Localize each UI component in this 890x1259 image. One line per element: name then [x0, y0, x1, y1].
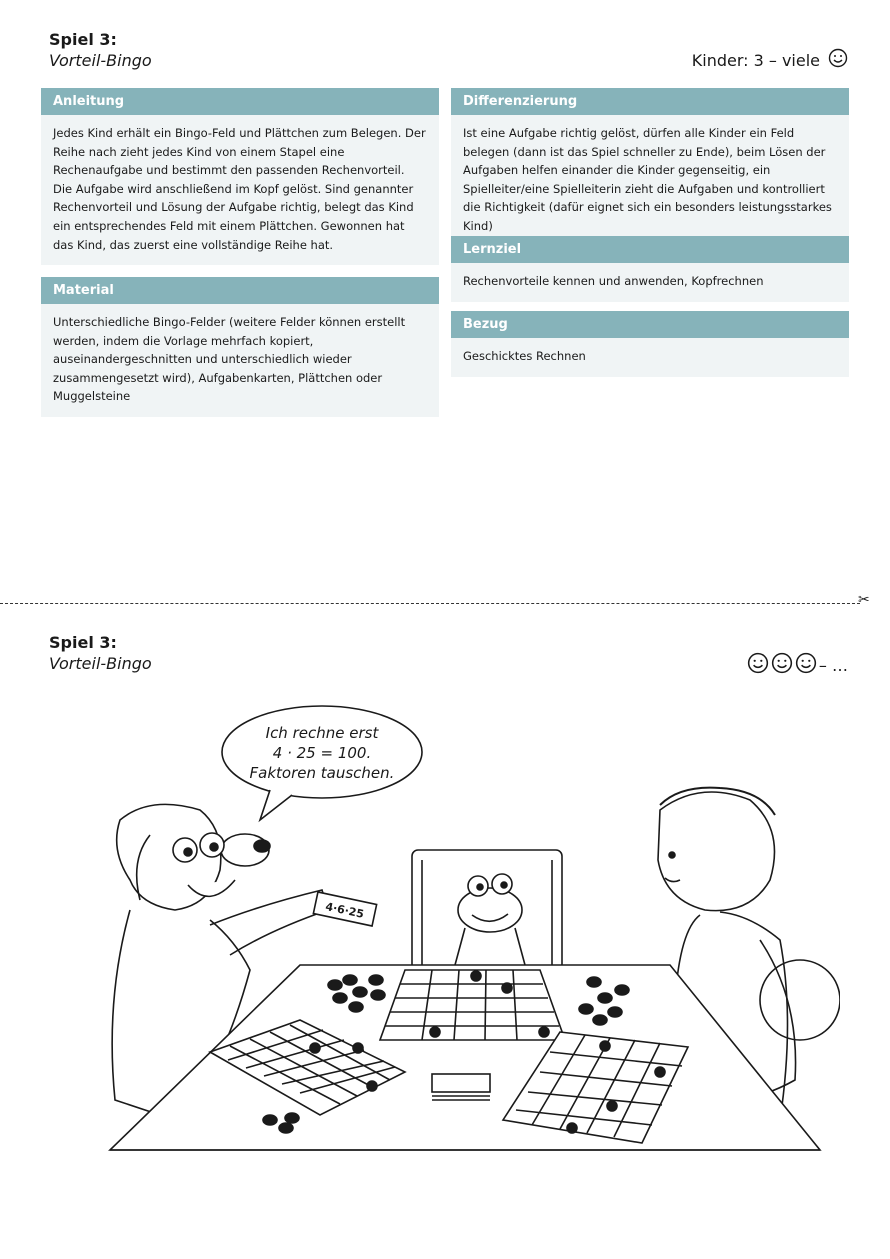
- differenzierung-heading: Differenzierung: [451, 88, 849, 115]
- bottom-title-block: [49, 633, 152, 675]
- bottom-game-name: Vorteil-Bingo: [49, 654, 152, 673]
- frog: [455, 874, 525, 965]
- smiley-icon: [747, 652, 769, 678]
- material-box: [41, 277, 439, 417]
- bingo-board-center: [380, 970, 565, 1040]
- scissors-icon: ✂: [858, 592, 870, 608]
- speech-line-3: Faktoren tauschen.: [249, 764, 395, 782]
- speech-line-2: 4 · 25 = 100.: [272, 744, 372, 762]
- differenzierung-box: [451, 88, 849, 247]
- game-number: Spiel 3:: [49, 30, 117, 49]
- bingo-scene-illustration: [60, 700, 840, 1180]
- anleitung-box: [41, 88, 439, 265]
- bezug-heading: Bezug: [451, 311, 849, 338]
- top-title-block: [49, 30, 152, 72]
- lernziel-box: [451, 236, 849, 302]
- smiley-icon: [771, 652, 793, 678]
- children-count: [692, 48, 848, 72]
- card-stack: [432, 1074, 490, 1100]
- anleitung-text: Jedes Kind erhält ein Bingo-Feld und Plättchen zum Belegen. Der Reihe nach zieht jedes Kind von einem Stapel eine Rechenaufgabe und bestimmt den passenden Rechenvorteil. Die Aufgabe wird anschließend im Kopf gelöst. Sind genannter Rechenvorteil und Lösung der Aufgabe richtig, belegt das Kind ein entsprechendes Feld mit einem Plättchen. Gewonnen hat das Kind, das zuerst eine vollständige Reihe hat.: [53, 126, 426, 252]
- smiley-icon: [828, 48, 848, 72]
- bottom-game-number: Spiel 3:: [49, 633, 117, 652]
- bezug-box: [451, 311, 849, 377]
- speech-line-1: Ich rechne erst: [265, 724, 379, 742]
- material-text: Unterschiedliche Bingo-Felder (weitere Felder können erstellt werden, indem die Vorlage mehrfach kopiert, auseinandergeschnitten und unterschiedlich wieder zusammengesetzt wird), Aufgabenkarten, Plättchen oder Muggelsteine: [53, 315, 406, 404]
- children-label: Kinder: 3 – viele: [691, 50, 820, 70]
- task-card-text: 4·6·25: [324, 900, 366, 921]
- difficulty-level: [747, 652, 848, 678]
- differenzierung-text: Ist eine Aufgabe richtig gelöst, dürfen alle Kinder ein Feld belegen (dann ist das Spiel schneller zu Ende), beim Lösen der Aufgaben helfen einander die Kinder gegenseitig, ein Spielleiter/eine Spielleiterin zieht die Aufgaben und kontrolliert die Richtigkeit (dafür eignet sich ein besonders leistungsstarkes Kind): [463, 126, 832, 233]
- bezug-text: Geschicktes Rechnen: [463, 349, 586, 363]
- lernziel-text: Rechenvorteile kennen und anwenden, Kopfrechnen: [463, 274, 764, 288]
- cut-line: [0, 603, 860, 604]
- anleitung-heading: Anleitung: [41, 88, 439, 115]
- material-heading: Material: [41, 277, 439, 304]
- level-suffix: – …: [818, 655, 848, 675]
- speech-bubble: [222, 706, 422, 820]
- smiley-icon: [795, 652, 817, 678]
- game-name: Vorteil-Bingo: [49, 51, 152, 70]
- task-card: [313, 892, 376, 926]
- lernziel-heading: Lernziel: [451, 236, 849, 263]
